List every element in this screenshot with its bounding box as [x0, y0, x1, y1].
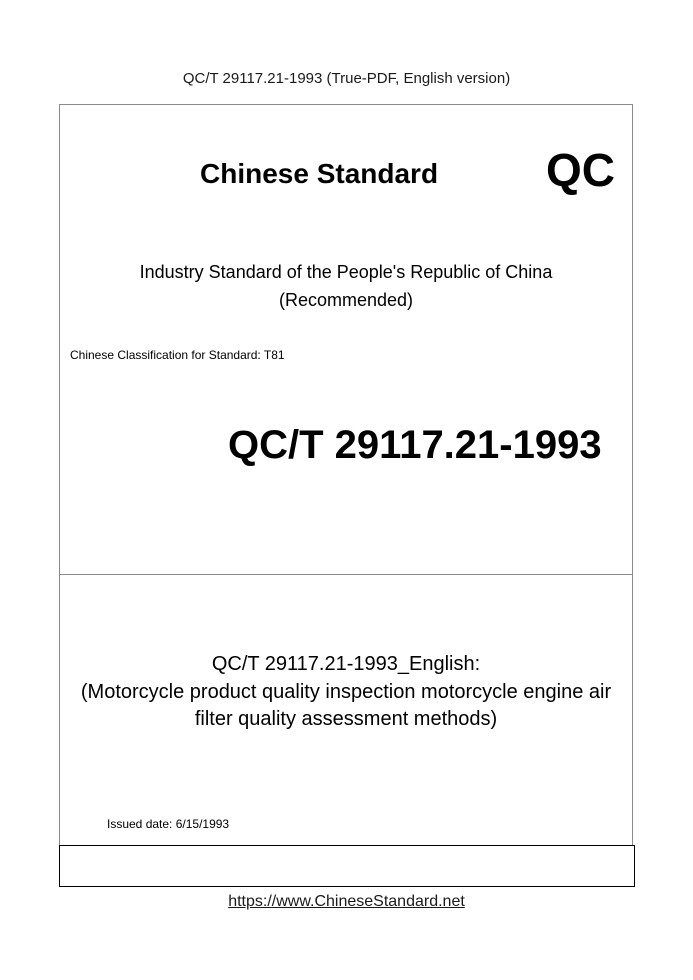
industry-line-2: (Recommended) [278, 290, 414, 310]
industry-line-1: Industry Standard of the People's Republic of China [139, 262, 553, 282]
document-title-line-2: (Motorcycle product quality inspection motorcycle engine air [80, 681, 612, 703]
document-title-line-1: QC/T 29117.21-1993_English: [211, 653, 481, 675]
website-link[interactable]: https://www.ChineseStandard.net [228, 893, 465, 910]
issued-date: Issued date: 6/15/1993 [107, 817, 230, 831]
running-header: QC/T 29117.21-1993 (True-PDF, English version) [182, 70, 511, 87]
document-title-line-3: filter quality assessment methods) [194, 708, 498, 730]
cover-heading: Chinese Standard [200, 158, 439, 189]
footer-panel [59, 845, 635, 887]
classification-text: Chinese Classification for Standard: T81 [70, 348, 285, 362]
standard-number: QC/T 29117.21-1993 [228, 423, 602, 467]
qc-logo-mark: QC [546, 144, 615, 196]
